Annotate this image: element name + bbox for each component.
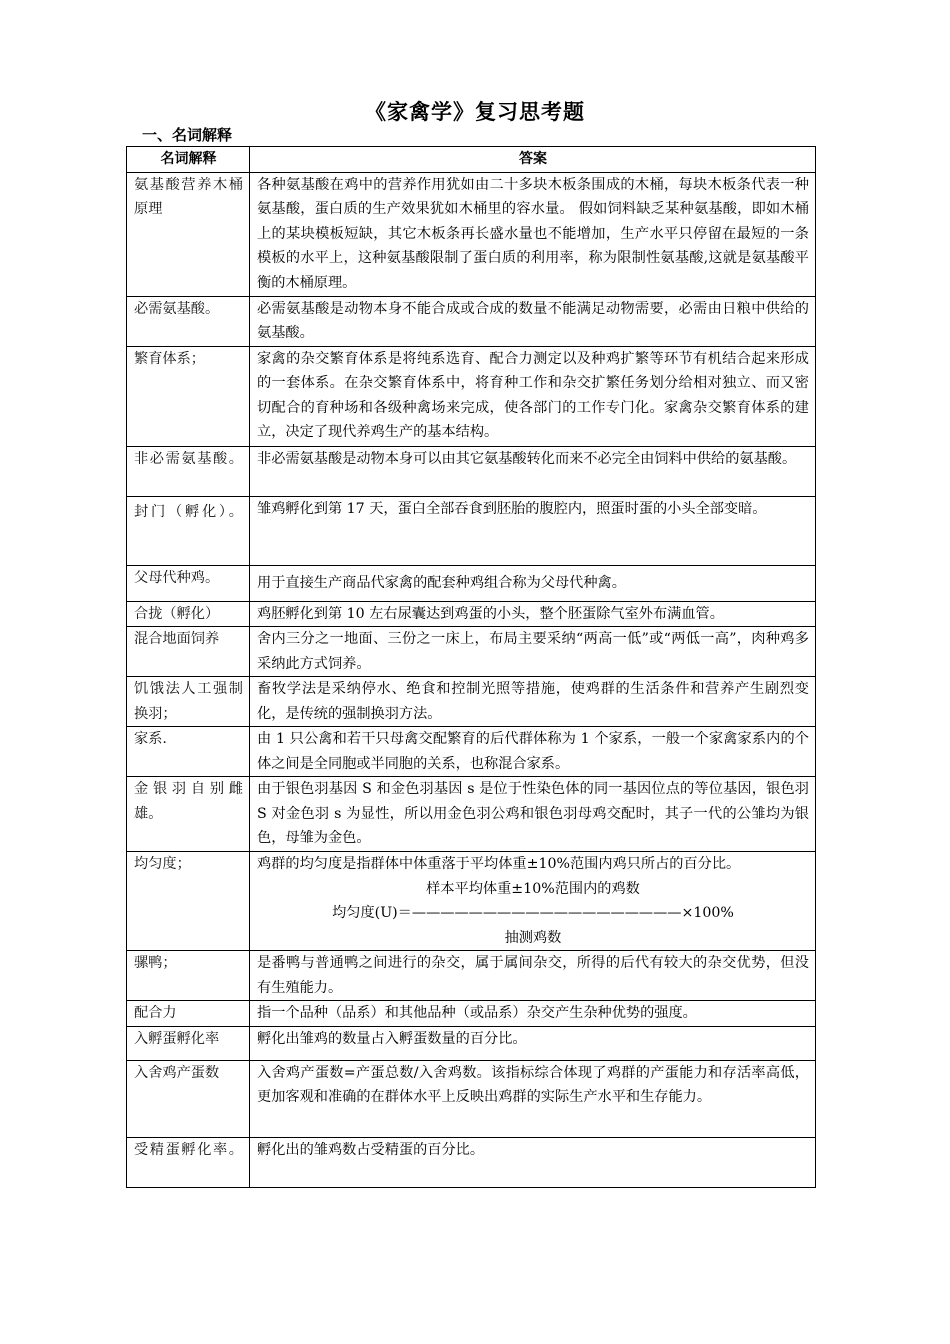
term-cell: 配合力 xyxy=(127,1001,250,1027)
table-row xyxy=(127,727,816,777)
table-row xyxy=(127,565,816,601)
answer-cell: 各种氨基酸在鸡中的营养作用犹如由二十多块木板条围成的木桶，每块木板条代表一种氨基酸，蛋白质的生产效果犹如木桶里的容水量。 假如饲料缺乏某种氨基酸，即如木桶上的某块模板短缺，其它木板条再长盛水量也不能增加，生产水平只停留在最短的一条模板的水平上，这种氨基酸限制了蛋白质的利用率，称为限制性氨基酸,这就是氨基酸平衡的木桶原理。 xyxy=(250,172,816,296)
term-cell: 非必需氨基酸。 xyxy=(127,446,250,496)
term-cell: 受精蛋孵化率。 xyxy=(127,1137,250,1187)
table-row xyxy=(127,346,816,446)
answer-cell: 必需氨基酸是动物本身不能合成或合成的数量不能满足动物需要，必需由日粮中供给的氨基酸。 xyxy=(250,296,816,346)
answer-cell: 是番鸭与普通鸭之间进行的杂交，属于属间杂交，所得的后代有较大的杂交优势，但没有生殖能力。 xyxy=(250,951,816,1001)
glossary-table xyxy=(126,146,816,1188)
table-row xyxy=(127,951,816,1001)
answer-cell: 入舍鸡产蛋数=产蛋总数/入舍鸡数。该指标综合体现了鸡群的产蛋能力和存活率高低，更加客观和准确的在群体水平上反映出鸡群的实际生产水平和生存能力。 xyxy=(250,1060,816,1137)
term-cell: 必需氨基酸。 xyxy=(127,296,250,346)
term-cell: 氨基酸营养木桶原理 xyxy=(127,172,250,296)
term-cell: 繁育体系； xyxy=(127,346,250,446)
formula-dashes: ——————————————————— xyxy=(411,905,682,921)
table-row xyxy=(127,496,816,565)
term-cell: 父母代种鸡。 xyxy=(127,565,250,601)
answer-cell: 由 1 只公禽和若干只母禽交配繁育的后代群体称为 1 个家系，一般一个家禽家系内的个体之间是全同胞或半同胞的关系，也称混合家系。 xyxy=(250,727,816,777)
answer-cell: 舍内三分之一地面、三份之一床上，布局主要采纳“两高一低”或“两低一高”，肉种鸡多采纳此方式饲养。 xyxy=(250,627,816,677)
table-row xyxy=(127,1026,816,1060)
header-term: 名词解释 xyxy=(127,147,250,173)
term-cell: 封门（孵化）。 xyxy=(127,496,250,565)
table-row xyxy=(127,852,816,951)
table-row xyxy=(127,1001,816,1027)
formula-lhs: 均匀度(U)＝ xyxy=(332,905,412,921)
table-row xyxy=(127,1060,816,1137)
table-header-row xyxy=(127,147,816,173)
answer-text: 鸡群的均匀度是指群体中体重落于平均体重±10%范围内鸡只所占的百分比。 xyxy=(257,856,741,872)
answer-cell: 家禽的杂交繁育体系是将纯系选育、配合力测定以及种鸡扩繁等环节有机结合起来形成的一套体系。在杂交繁育体系中，将育种工作和杂交扩繁任务划分给相对独立、而又密切配合的育种场和各级种禽场来完成，使各部门的工作专门化。家禽杂交繁育体系的建立，决定了现代养鸡生产的基本结构。 xyxy=(250,346,816,446)
table-row xyxy=(127,677,816,727)
term-cell: 均匀度； xyxy=(127,852,250,951)
answer-cell: 孵化出的雏鸡数占受精蛋的百分比。 xyxy=(250,1137,816,1187)
table-row xyxy=(127,627,816,677)
answer-cell: 非必需氨基酸是动物本身可以由其它氨基酸转化而来不必完全由饲料中供给的氨基酸。 xyxy=(250,446,816,496)
page-title: 《家禽学》复习思考题 xyxy=(365,100,585,124)
table-row xyxy=(127,172,816,296)
table-row xyxy=(127,296,816,346)
header-answer: 答案 xyxy=(250,147,816,173)
answer-cell: 由于银色羽基因 S 和金色羽基因 s 是位于性染色体的同一基因位点的等位基因，银色羽 S 对金色羽 s 为显性，所以用金色羽公鸡和银色羽母鸡交配时，其子一代的公雏均为银色，母雏为金色。 xyxy=(250,777,816,852)
table-row xyxy=(127,446,816,496)
answer-cell: 鸡胚孵化到第 10 左右尿囊达到鸡蛋的小头，整个胚蛋除气室外布满血管。 xyxy=(250,601,816,627)
formula-denominator: 抽测鸡数 xyxy=(504,929,562,946)
term-cell: 金银羽自别雌雄。 xyxy=(127,777,250,852)
formula-rhs: ×100% xyxy=(681,905,734,921)
section-heading: 一、名词解释 xyxy=(142,126,233,144)
formula-main-line xyxy=(257,901,809,926)
answer-cell: 孵化出雏鸡的数量占入孵蛋数量的百分比。 xyxy=(250,1026,816,1060)
answer-cell: 畜牧学法是采纳停水、绝食和控制光照等措施，使鸡群的生活条件和营养产生剧烈变化，是传统的强制换羽方法。 xyxy=(250,677,816,727)
answer-cell: 雏鸡孵化到第 17 天，蛋白全部吞食到胚胎的腹腔内，照蛋时蛋的小头全部变暗。 xyxy=(250,496,816,565)
term-cell: 骡鸭； xyxy=(127,951,250,1001)
answer-cell xyxy=(250,852,816,951)
term-cell: 家系. xyxy=(127,727,250,777)
term-cell: 饥饿法人工强制换羽； xyxy=(127,677,250,727)
table-row xyxy=(127,1137,816,1187)
table-row xyxy=(127,777,816,852)
term-cell: 合拢（孵化） xyxy=(127,601,250,627)
formula-numerator: 样本平均体重±10%范围内的鸡数 xyxy=(426,880,640,897)
term-cell: 入孵蛋孵化率 xyxy=(127,1026,250,1060)
answer-cell: 指一个品种（品系）和其他品种（或品系）杂交产生杂种优势的强度。 xyxy=(250,1001,816,1027)
term-cell: 混合地面饲养 xyxy=(127,627,250,677)
answer-cell: 用于直接生产商品代家禽的配套种鸡组合称为父母代种禽。 xyxy=(250,565,816,601)
uniformity-formula xyxy=(257,877,809,951)
table-row xyxy=(127,601,816,627)
term-cell: 入舍鸡产蛋数 xyxy=(127,1060,250,1137)
